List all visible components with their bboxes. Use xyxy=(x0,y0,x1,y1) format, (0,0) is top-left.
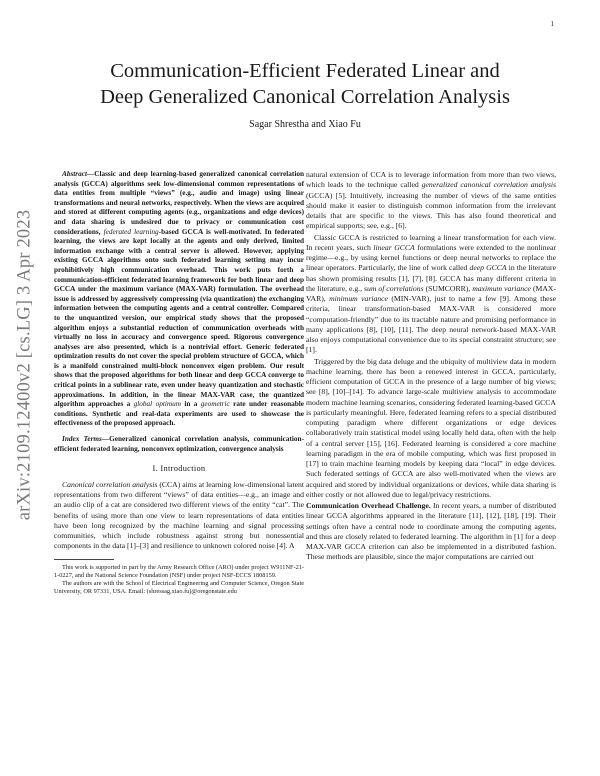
right-p2-text-a: Classic GCCA is restricted to learning a linear transformation for each view. In recent years, such xyxy=(306,232,556,252)
abstract-label: Abstract xyxy=(62,170,87,178)
right-p2-italic-4: maximum variance xyxy=(472,283,531,293)
index-terms: Index Terms—Generalized canonical correlation analysis, communication-efficient federated learning, nonconvex optimization, convergence analysis xyxy=(54,435,304,453)
right-p2-text-b: formulations were extended to the nonlinear regime—e.g., by using kernel functions or deep neural networks to replace the linear operators. Particularly, the line of work called xyxy=(306,242,556,273)
abstract-text-1: Classic and deep learning-based generalized canonical correlation analysis (GCCA) algorithms seek low-dimensional common representations of data entities from multiple “views” (e.g., audio and image) using linear transformations and neural networks, respectively. When the views are acquired and stored at different computing agents (e.g., organizations and edge devices) and data sharing is undesired due to privacy or communication cost considerations, xyxy=(54,170,304,236)
abstract: Abstract—Classic and deep learning-based generalized canonical correlation analysis (GCCA) algorithms seek low-dimensional common representations of data entities from multiple “views” (e.g., audio and image) using linear transformations and neural networks, respectively. When the views are acquired and stored at different computing agents (e.g., organizations and edge devices) and data sharing is undesired due to privacy or communication cost considerations, federated learning-based GCCA is well-motivated. In federated learning, the views are kept locally at the agents and only derived, limited information exchange with a central server is allowed. However, applying existing GCCA algorithms onto such federated learning setting may incur prohibitively high communication overhead. This work puts forth a communication-efficient federated learning framework for both linear and deep GCCA under the maximum variance (MAX-VAR) formulation. The overhead issue is addressed by aggressively compressing (via quantization) the exchanging information between the computing agents and a central controller. Compared to the unquantized version, our empirical study shows that the proposed algorithm enjoys a substantial reduction of communication overheads with virtually no loss in accuracy and convergence speed. Rigorous convergence analyses are also presented, which is a nontrivial effort. Generic federated optimization results do not cover the special problem structure of GCCA, which is a manifold constrained multi-block nonconvex eigen problem. Our result shows that the proposed algorithms for both linear and deep GCCA converge to critical points in a sublinear rate, even under heavy quantization and stochastic approximations. In addition, in the linear MAX-VAR case, the quantized algorithm approaches a global optimum in a geometric rate under reasonable conditions. Synthetic and real-data experiments are used to showcase the effectiveness of the proposed approach. xyxy=(54,170,305,428)
footnote-rule xyxy=(54,559,114,560)
right-p1-text-b: (GCCA) [5]. Intuitively, increasing the number of views of the same entities should make it easier to distinguish common information from the irrelevant details that are specific to the views. This has also found theoretical and empirical supports; see, e.g., [6]. xyxy=(306,190,556,231)
title-line-2: Deep Generalized Canonical Correlation Analysis xyxy=(100,86,510,108)
right-p1-italic: generalized canonical correlation analysis xyxy=(421,180,556,190)
left-column xyxy=(54,170,304,596)
right-p2-text-e: (MAX-VAR), xyxy=(306,283,556,303)
right-paragraph-4 xyxy=(306,501,556,563)
right-p2-italic-2: deep GCCA xyxy=(469,263,507,273)
abstract-italic-1: federated learning xyxy=(103,227,159,236)
footnote-affiliation: The authors are with the School of Electrical Engineering and Computer Science, Oregon State University, OR 97331, USA. Email: (shressag,xiao.fu)@oregonstate.edu xyxy=(54,579,304,596)
right-p1-text-a: natural extension of CCA is to leverage information from more than two views, which leads to the technique called xyxy=(306,170,556,190)
right-paragraph-3: Triggered by the big data deluge and the ubiquity of multiview data in modern machine learning, there has been a renewed interest in GCCA, particularly, efficient computation of GCCA in the presence of a large number of big views; see [8], [10]–[14]. To advance large-scale multiview analysis to accommodate modern machine learning scenarios, considering federated learning-based GCCA is particularly meaningful. Here, federated learning refers to a special distributed computing paradigm where different organizations or edge devices collaboratively train statistical model using locally held data, often with the help of a central server [15], [16]. Federated learning is considered a core machine learning paradigm in the era of mobile computing, which was first proposed in [17] to train machine learning models by keeping data “local” in edge devices. Such federated settings of GCCA are also well-motivated when the views are acquired and stored by individual organizations or devices, while data sharing is either costly or not allowed due to legal/privacy restrictions. xyxy=(306,356,556,499)
intro-text: (CCA) aims at learning low-dimensional latent representations from two different “views” of data entities—e.g., an image and an audio clip of a cat are considered two different views of the entity “cat”. The benefits of using more than one view to learn representations of data entities have been long recognized by the machine learning and signal processing communities, which include robustness against strong but nonessential components in the data [1]–[3] and resilience to unknown colored noise [4]. A xyxy=(54,479,304,551)
right-p2-italic-1: linear GCCA xyxy=(373,242,415,252)
right-p2-italic-5: minimum variance xyxy=(329,294,388,303)
index-terms-label: Index Terms xyxy=(62,435,102,444)
right-p2-text-c: in the literature has shown promising results [1], [7], [8]. GCCA has many different criteria in the literature, e.g., xyxy=(306,263,556,293)
abstract-italic-2: global optimum xyxy=(133,400,181,409)
communication-overhead-heading: Communication Overhead Challenge. xyxy=(306,501,431,510)
footnote-funding: This work is supported in part by the Army Research Office (ARO) under project W911NF-21-1-0227, and the National Science Foundation (NSF) under project NSF-ECCS 1808159. xyxy=(54,563,304,579)
abstract-italic-3: geometric xyxy=(200,400,230,409)
abstract-text-4: rate under reasonable conditions. Synthetic and real-data experiments are used to showcase the effectiveness of the proposed approach. xyxy=(54,400,305,428)
right-p2-italic-3: sum of correlations xyxy=(364,283,424,293)
arxiv-id: arXiv:2109.12400v2 [cs.LG] 3 Apr 2023 xyxy=(14,209,35,521)
right-p2-text-f: (MIN-VAR), just to name a few [9]. Among these criteria, linear transformation-based MAX-VAR is considered more “computation-friendly” due to its tractable nature and promising performance in many applications [8], [10], [11]. The deep neural network-based MAX-VAR also enjoys computational convenience due to its special constraint structure; see [1]. xyxy=(306,294,556,355)
abstract-text-2: -based GCCA is well-motivated. In federated learning, the views are kept locally at the agents and only derived, limited information exchange with a central server is allowed. However, applying existing GCCA algorithms onto such federated learning setting may incur prohibitively high communication overhead. This work puts forth a communication-efficient federated learning framework for both linear and deep GCCA under the maximum variance (MAX-VAR) formulation. The overhead issue is addressed by aggressively compressing (via quantization) the exchanging information between the computing agents and a central controller. Compared to the unquantized version, our empirical study shows that the proposed algorithm enjoys a substantial reduction of communication overheads with virtually no loss in accuracy and convergence speed. Rigorous convergence analyses are also presented, which is a nontrivial effort. Generic federated optimization results do not cover the special problem structure of GCCA, which is a manifold constrained multi-block nonconvex eigen problem. Our result shows that the proposed algorithms for both linear and deep GCCA converge to critical points in a sublinear rate, even under heavy quantization and stochastic approximations. In addition, in the linear MAX-VAR case, the quantized algorithm approaches a xyxy=(54,227,305,409)
title-line-1: Communication-Efficient Federated Linear and xyxy=(110,60,500,82)
index-terms-text: Generalized canonical correlation analysis, communication-efficient federated learning, nonconvex optimization, convergence analysis xyxy=(54,435,304,453)
right-paragraph-2 xyxy=(306,233,556,356)
author-list: Sagar Shrestha and Xiao Fu xyxy=(249,119,361,130)
right-paragraph-1 xyxy=(306,170,556,232)
abstract-text-3: in a xyxy=(180,400,198,409)
arxiv-stamp xyxy=(10,150,40,580)
page-number: 1 xyxy=(550,20,554,28)
intro-paragraph xyxy=(54,480,304,552)
section-heading-introduction: I. Introduction xyxy=(152,464,206,474)
right-p2-text-d: (SUMCORR), xyxy=(423,283,473,293)
intro-italic: Canonical correlation analysis xyxy=(62,479,158,489)
right-p4-text: In recent years, a number of distributed linear GCCA algorithms appeared in the literature [11], [12], [18], [19]. Their settings often have a central node to coordinate among the computing agents, and thus are closely related to federated learning. The algorithm in [1] for a deep MAX-VAR GCCA criterion can also be implemented in a distributed fashion. These methods are plausible, since the major computations are carried out xyxy=(306,501,556,562)
right-column xyxy=(306,170,556,564)
paper-title xyxy=(40,58,570,110)
